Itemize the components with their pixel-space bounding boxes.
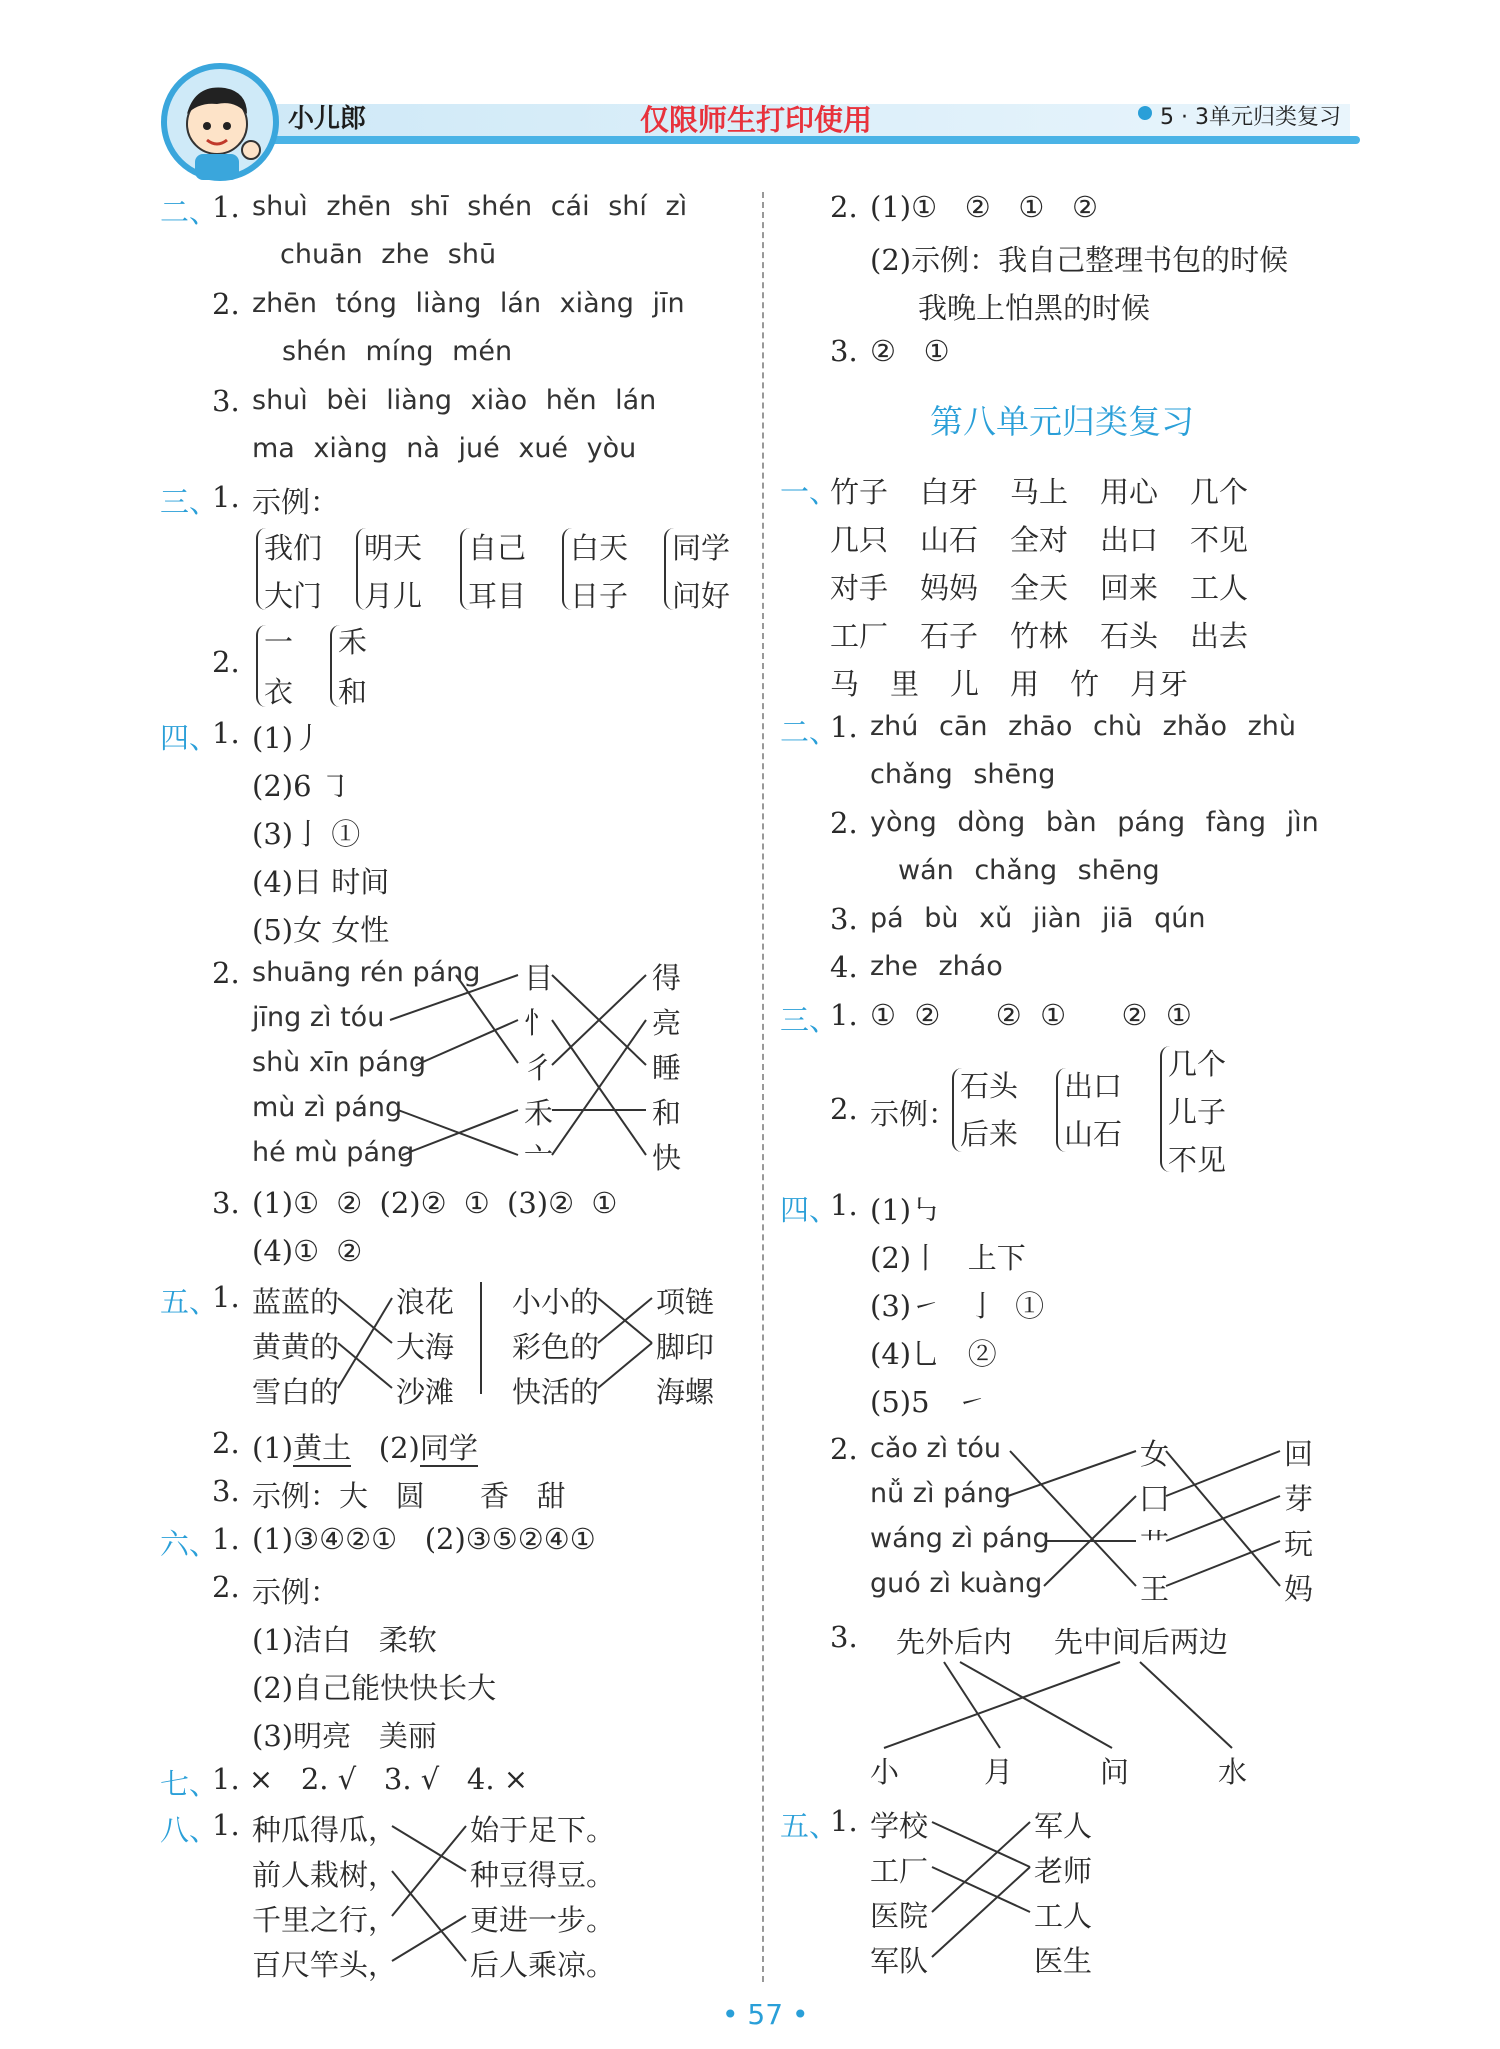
match-line	[552, 1020, 646, 1155]
match-right: 妈	[1284, 1572, 1314, 1606]
word: 石头	[1100, 619, 1159, 653]
answer-prefix: (2)	[378, 1431, 420, 1465]
answer-item: (4)日 时间	[252, 865, 390, 899]
char: 月	[984, 1755, 1014, 1789]
pinyin-line: zhēn tóng liàng lán xiàng jīn	[252, 288, 685, 319]
q-num: 1.	[212, 190, 240, 224]
match-line	[338, 1343, 392, 1388]
section-4-label: 四、	[780, 1193, 839, 1227]
answer-item: (5)5 ㇀	[870, 1385, 987, 1419]
section-5-label: 五、	[160, 1285, 219, 1319]
word: 竹	[1070, 667, 1100, 701]
answer-item: (2)丨 上下	[870, 1241, 1026, 1275]
match-line	[338, 1298, 392, 1388]
match-left: 前人栽树，	[252, 1858, 398, 1892]
pinyin-line: shuì bèi liàng xiào hěn lán	[252, 385, 657, 416]
q-num: 1.	[212, 1522, 240, 1556]
q-num: 2.	[212, 1426, 240, 1460]
q-num: 1.	[830, 1804, 858, 1838]
match-right: 睡	[652, 1051, 682, 1085]
match-mid: 女	[1140, 1437, 1170, 1471]
match-left: 学校	[870, 1809, 929, 1843]
pinyin-line: zhe zháo	[870, 951, 1003, 982]
pinyin-line: shuì zhēn shī shén cái shí zì	[252, 191, 688, 222]
vertical-divider	[480, 1282, 482, 1394]
match-right: 回	[1284, 1437, 1314, 1471]
section-3-label: 三、	[160, 485, 219, 519]
match-left: 军队	[870, 1944, 929, 1978]
answer-item: (1)㇉	[870, 1193, 941, 1227]
example-label: 示例：	[252, 1575, 340, 1609]
answer-item: (5)女 女性	[252, 913, 390, 947]
match-line	[338, 1298, 392, 1343]
q-num: 1.	[212, 1808, 240, 1842]
match-left: 千里之行，	[252, 1903, 398, 1937]
q-num: 1.	[830, 998, 858, 1032]
word: 不见	[1168, 1143, 1227, 1177]
word: 石头	[960, 1069, 1019, 1103]
word: 山石	[1064, 1117, 1123, 1151]
word: 出口	[1100, 523, 1159, 557]
word: 出口	[1064, 1069, 1123, 1103]
match-line	[1010, 1451, 1136, 1586]
word: 大门	[264, 579, 323, 613]
q-num: 2.	[212, 287, 240, 321]
section-2-label: 二、	[160, 195, 219, 229]
match-mid: 艹	[1140, 1527, 1170, 1561]
section-7-label: 七、	[160, 1767, 219, 1801]
answer-line: 我晚上怕黑的时候	[918, 291, 1151, 325]
match-right: 项链	[656, 1285, 715, 1319]
match-left: 医院	[870, 1899, 929, 1933]
unit-title: 第八单元归类复习	[930, 402, 1194, 441]
match-mid: 忄	[524, 1006, 554, 1040]
answer-item: (3)㇀ 亅 ①	[870, 1289, 1045, 1323]
q-num: 2.	[212, 1570, 240, 1604]
q-num: 1.	[212, 480, 240, 514]
pinyin-line: zhú cān zhāo chù zhǎo zhù	[870, 711, 1296, 742]
match-left: hé mù páng	[252, 1137, 415, 1168]
word-row	[830, 662, 1220, 703]
match-mid: 亠	[524, 1141, 554, 1175]
match-line	[932, 1867, 1030, 1912]
match-line	[398, 1110, 518, 1155]
word: 山石	[920, 523, 979, 557]
match-line	[932, 1822, 1030, 1867]
q-num: 3.	[830, 1620, 858, 1654]
match-line	[598, 1343, 652, 1388]
match-right: 老师	[1034, 1854, 1093, 1888]
brand-name: 小儿郎	[288, 104, 367, 134]
match-right: 脚印	[656, 1330, 715, 1364]
match-line	[1008, 1451, 1136, 1496]
answer-item: (2)自己能快快长大	[252, 1671, 497, 1705]
word: 日子	[570, 579, 629, 613]
word: 后来	[960, 1117, 1019, 1151]
q-num: 2.	[212, 956, 240, 990]
word: 用心	[1100, 475, 1159, 509]
mascot-boy-icon	[155, 62, 285, 182]
word: 工人	[1190, 571, 1249, 605]
answer-line: 示例：大 圆 香 甜	[252, 1479, 566, 1513]
match-mid: 目	[524, 961, 554, 995]
pinyin-line: pá bù xǔ jiàn jiā qún	[870, 903, 1206, 934]
word: 几个	[1190, 475, 1249, 509]
word: 月牙	[1130, 667, 1189, 701]
match-line	[552, 975, 646, 1065]
answer-item: (1)洁白 柔软	[252, 1623, 437, 1657]
match-right: 沙滩	[396, 1375, 455, 1409]
word: 里	[890, 667, 920, 701]
match-line	[392, 1826, 466, 1871]
word: 儿	[950, 667, 980, 701]
match-line	[1166, 1496, 1280, 1541]
match-line	[416, 1020, 518, 1065]
word: 工厂	[830, 619, 889, 653]
match-line	[1166, 1541, 1280, 1586]
answer-item: (1)丿	[252, 721, 323, 755]
section-8-label: 八、	[160, 1813, 219, 1847]
q-num: 2.	[830, 806, 858, 840]
match-mid: 王	[1140, 1572, 1170, 1606]
word: 马	[830, 667, 860, 701]
word: 耳目	[468, 579, 527, 613]
match-left: 百尺竿头，	[252, 1948, 398, 1982]
match-left: 快活的	[512, 1375, 600, 1409]
match-right: 工人	[1034, 1899, 1093, 1933]
match-right: 始于足下。	[470, 1813, 616, 1847]
q-num: 2.	[830, 1432, 858, 1466]
example-label: 示例：	[252, 485, 340, 519]
word: 禾	[338, 625, 368, 659]
match-line	[1052, 1541, 1136, 1586]
match-line	[552, 975, 646, 1065]
pinyin-line: shén míng mén	[282, 336, 513, 367]
match-left: 雪白的	[252, 1375, 340, 1409]
word: 全对	[1010, 523, 1069, 557]
match-left: shuāng rén páng	[252, 957, 481, 988]
word: 自己	[468, 531, 527, 565]
q-num: 2.	[212, 645, 240, 679]
answer-item: (4)乚 ②	[870, 1337, 997, 1371]
answer-line: (1)① ② (2)② ① (3)② ①	[252, 1186, 618, 1220]
word: 回来	[1100, 571, 1159, 605]
match-right: 得	[652, 961, 682, 995]
match-line	[392, 1916, 466, 1961]
word: 问好	[672, 579, 731, 613]
pinyin-line: chǎng shēng	[870, 759, 1056, 790]
section-4-label: 四、	[160, 721, 219, 755]
match-right: 快	[652, 1141, 682, 1175]
unit-dot-icon	[1138, 106, 1152, 120]
word: 石子	[920, 619, 979, 653]
match-mid: 彳	[524, 1051, 554, 1085]
section-1-label: 一、	[780, 475, 839, 509]
word: 几只	[830, 523, 889, 557]
word: 出去	[1190, 619, 1249, 653]
answer-prefix: (1)	[252, 1431, 294, 1465]
match-right: 玩	[1284, 1527, 1314, 1561]
match-left: nǚ zì páng	[870, 1478, 1011, 1509]
match-line	[1166, 1451, 1280, 1586]
q-num: 3.	[830, 902, 858, 936]
q-num: 1.	[830, 1188, 858, 1222]
char: 水	[1218, 1755, 1248, 1789]
answer-line: ① ② ② ① ② ①	[870, 998, 1192, 1032]
match-line	[932, 1867, 1030, 1957]
q-num: 2.	[830, 190, 858, 224]
match-line	[552, 1020, 646, 1155]
match-mid: 囗	[1140, 1482, 1170, 1516]
q-num: 3.	[830, 334, 858, 368]
match-line	[456, 975, 518, 1063]
match-left: 工厂	[870, 1854, 929, 1888]
page-header	[0, 0, 1500, 160]
q-num: 3.	[212, 1186, 240, 1220]
word: 白牙	[920, 475, 979, 509]
match-line	[1140, 1662, 1232, 1748]
match-left: 小小的	[512, 1285, 600, 1319]
answer-line: (2)示例：我自己整理书包的时候	[870, 243, 1289, 277]
pinyin-line: yòng dòng bàn páng fàng jìn	[870, 807, 1319, 838]
word: 妈妈	[920, 571, 979, 605]
match-right: 亮	[652, 1006, 682, 1040]
answer-line: (4)① ②	[252, 1234, 363, 1268]
word: 竹林	[1010, 619, 1069, 653]
page-number: • 57 •	[722, 1998, 809, 2031]
word-row	[830, 470, 1280, 511]
match-line	[884, 1662, 1120, 1748]
word: 白天	[570, 531, 629, 565]
match-line	[1044, 1496, 1136, 1586]
match-right: 更进一步。	[470, 1903, 616, 1937]
answer-item: (3)亅 ①	[252, 817, 361, 851]
match-right: 种豆得豆。	[470, 1858, 616, 1892]
word: 竹子	[830, 475, 889, 509]
column-divider	[762, 192, 764, 1982]
match-left: 黄黄的	[252, 1330, 340, 1364]
answer-line: (1)③④②① (2)③⑤②④①	[252, 1522, 596, 1556]
match-line	[402, 1110, 518, 1155]
match-right: 海螺	[656, 1375, 715, 1409]
match-right: 和	[652, 1096, 682, 1130]
word: 不见	[1190, 523, 1249, 557]
example-label: 示例：	[870, 1097, 958, 1131]
q-num: 1.	[212, 1280, 240, 1314]
match-left: jīng zì tóu	[252, 1002, 385, 1033]
pinyin-line: ma xiàng nà jué xué yòu	[252, 433, 637, 464]
answer-line	[252, 1426, 478, 1467]
q-num: 1.	[212, 716, 240, 750]
word: 马上	[1010, 475, 1069, 509]
section-5-label: 五、	[780, 1809, 839, 1843]
match-left: 蓝蓝的	[252, 1285, 340, 1319]
match-line	[598, 1298, 652, 1343]
match-left: 种瓜得瓜，	[252, 1813, 398, 1847]
unit-label: 5 · 3单元归类复习	[1160, 105, 1341, 130]
q-num: 2.	[830, 1092, 858, 1126]
answer-item: (3)明亮 美丽	[252, 1719, 437, 1753]
match-line	[392, 1826, 466, 1916]
section-2-label: 二、	[780, 715, 839, 749]
word: 一	[264, 625, 294, 659]
match-left: mù zì páng	[252, 1092, 403, 1123]
answer-line: (1)① ② ① ②	[870, 190, 1099, 224]
match-left: cǎo zì tóu	[870, 1433, 1001, 1464]
match-right: 芽	[1284, 1482, 1314, 1516]
watermark-text: 仅限师生打印使用	[640, 103, 873, 137]
match-line	[1166, 1451, 1280, 1496]
answer-line: ② ①	[870, 334, 950, 368]
word: 儿子	[1168, 1095, 1227, 1129]
word: 和	[338, 675, 368, 709]
match-line	[598, 1298, 652, 1343]
word: 衣	[264, 675, 294, 709]
char: 问	[1100, 1755, 1130, 1789]
q-num: 3.	[212, 1474, 240, 1508]
underlined-answer: 同学	[419, 1431, 478, 1465]
word-row	[830, 614, 1280, 655]
match-left: 彩色的	[512, 1330, 600, 1364]
word: 对手	[830, 571, 889, 605]
word-row	[830, 566, 1280, 607]
q-num: 4.	[830, 950, 858, 984]
underlined-answer: 黄土	[293, 1431, 352, 1465]
pinyin-line: wán chǎng shēng	[898, 855, 1160, 886]
word: 几个	[1168, 1047, 1227, 1081]
word: 明天	[364, 531, 423, 565]
section-3-label: 三、	[780, 1003, 839, 1037]
word: 全天	[1010, 571, 1069, 605]
match-right: 军人	[1034, 1809, 1093, 1843]
word: 同学	[672, 531, 731, 565]
q-num: 3.	[212, 384, 240, 418]
match-right: 后人乘凉。	[470, 1948, 616, 1982]
char: 小	[870, 1755, 900, 1789]
match-left: guó zì kuàng	[870, 1568, 1043, 1599]
word: 我们	[264, 531, 323, 565]
match-right: 大海	[396, 1330, 455, 1364]
match-line	[932, 1822, 1030, 1912]
word: 月儿	[364, 579, 423, 613]
answer-item: (2)6 ㇆	[252, 769, 350, 803]
match-mid: 禾	[524, 1096, 554, 1130]
match-right: 医生	[1034, 1944, 1093, 1978]
answer-line: 1. × 2. √ 3. √ 4. ×	[212, 1762, 529, 1796]
q-num: 1.	[830, 710, 858, 744]
match-right: 浪花	[396, 1285, 455, 1319]
match-line	[944, 1662, 1000, 1748]
match-line	[960, 1662, 1112, 1748]
section-6-label: 六、	[160, 1527, 219, 1561]
match-line	[392, 1871, 466, 1961]
match-left: wáng zì páng	[870, 1523, 1050, 1554]
rule-text: 先中间后两边	[1054, 1625, 1229, 1659]
pinyin-line: chuān zhe shū	[280, 239, 497, 270]
rule-text: 先外后内	[896, 1625, 1013, 1659]
word-row	[830, 518, 1280, 559]
match-left: shù xīn páng	[252, 1047, 426, 1078]
word: 用	[1010, 667, 1040, 701]
